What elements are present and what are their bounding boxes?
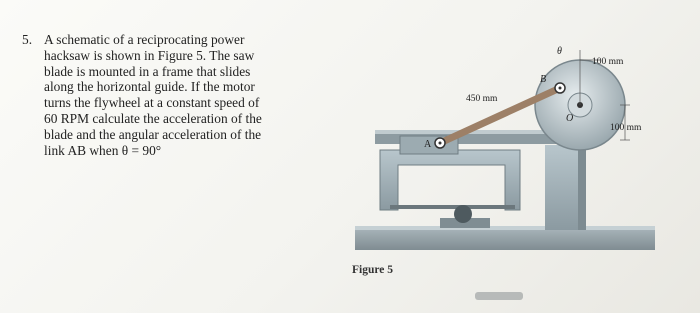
- problem-line: 60 RPM calculate the acceleration of the: [44, 110, 262, 126]
- base-plate-top: [355, 226, 655, 230]
- base-plate: [355, 228, 655, 250]
- problem-line: link AB when θ = 90°: [44, 142, 162, 158]
- figure-caption: Figure 5: [352, 264, 393, 276]
- label-a: A: [424, 139, 432, 150]
- label-o: O: [566, 113, 574, 124]
- label-radius: 100 mm: [592, 57, 624, 67]
- label-b: B: [540, 74, 547, 85]
- label-theta: θ: [557, 46, 562, 57]
- saw-frame: [380, 150, 520, 210]
- problem-line: along the horizontal guide. If the motor: [44, 79, 255, 95]
- label-offset: 100 mm: [610, 123, 642, 133]
- workpiece: [454, 205, 472, 223]
- problem-line: A schematic of a reciprocating power: [44, 32, 245, 47]
- image-artifact: [475, 292, 523, 300]
- problem-line: blade is mounted in a frame that slides: [44, 63, 251, 79]
- saw-blade: [390, 205, 515, 209]
- support-column-edge: [578, 145, 586, 230]
- problem-line: hacksaw is shown in Figure 5. The saw: [44, 47, 255, 63]
- problem-line: blade and the angular acceleration of the: [44, 126, 262, 142]
- label-link-length: 450 mm: [466, 94, 498, 104]
- problem-line: turns the flywheel at a constant speed of: [44, 95, 260, 111]
- problem-number: 5.: [22, 32, 33, 47]
